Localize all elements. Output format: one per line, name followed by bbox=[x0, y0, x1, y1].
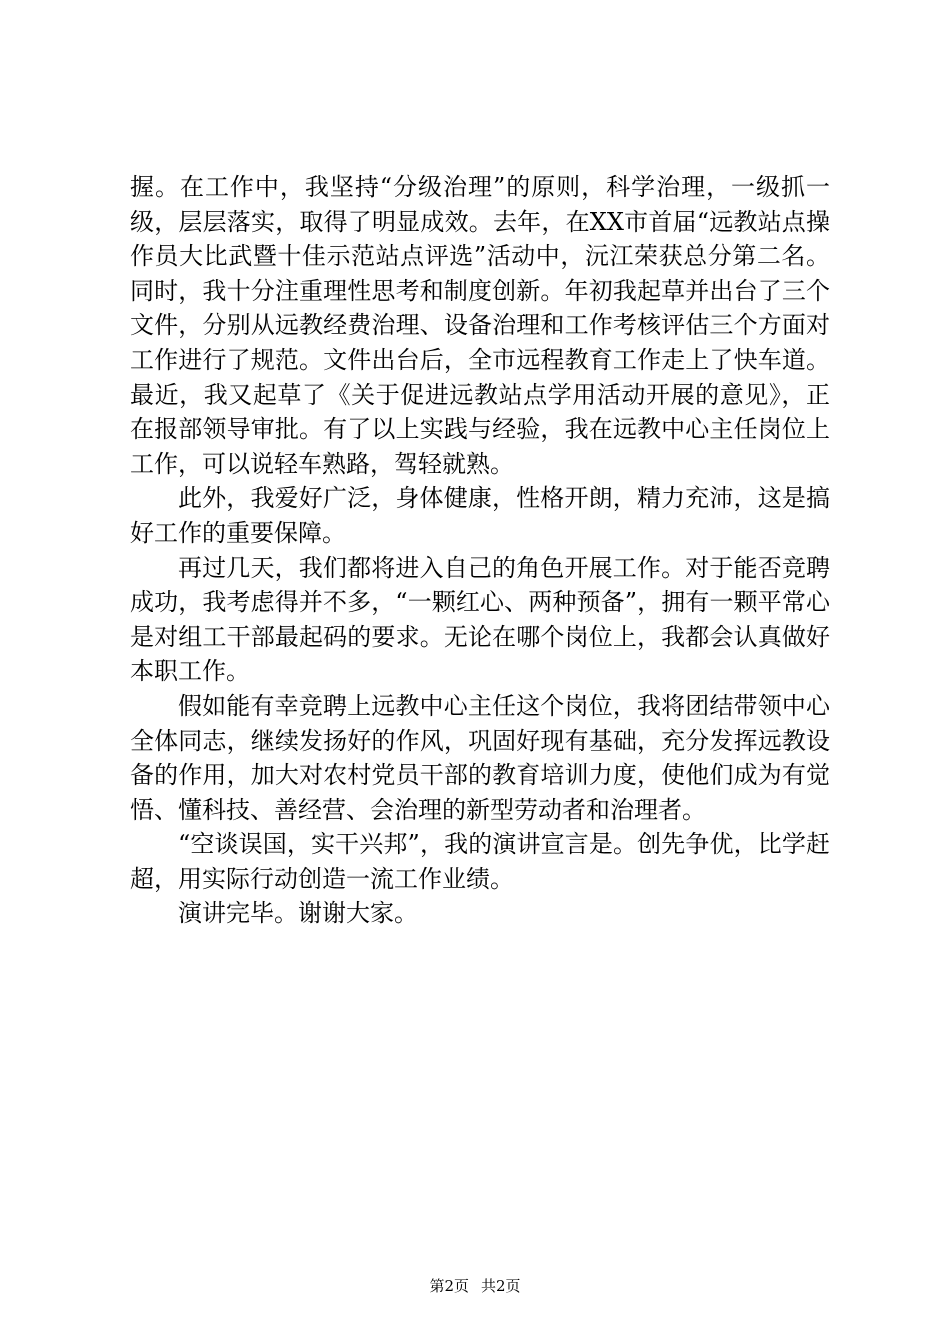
paragraph-4: 假如能有幸竞聘上远教中心主任这个岗位，我将团结带领中心全体同志，继续发扬好的作风，巩固好现有基础，充分发挥远教设备的作用，加大对农村党员干部的教育培训力度，使他们成为有觉悟、懂科技、善经营、会治理的新型劳动者和治理者。 bbox=[130, 691, 830, 824]
paragraph-5: “空谈误国，实干兴邦”，我的演讲宣言是。创先争优，比学赶超，用实际行动创造一流工作业绩。 bbox=[130, 830, 830, 893]
page-footer bbox=[0, 1276, 950, 1296]
document-body bbox=[130, 170, 830, 931]
paragraph-3: 再过几天，我们都将进入自己的角色开展工作。对于能否竞聘成功，我考虑得并不多，“一颗红心、两种预备”，拥有一颗平常心是对组工干部最起码的要求。无论在哪个岗位上，我都会认真做好本职工作。 bbox=[130, 553, 830, 686]
page-total: 共2页 bbox=[481, 1277, 521, 1295]
paragraph-1: 握。在工作中，我坚持“分级治理”的原则，科学治理，一级抓一级，层层落实，取得了明显成效。去年，在XX市首届“远教站点操作员大比武暨十佳示范站点评选”活动中，沅江荣获总分第二名。同时，我十分注重理性思考和制度创新。年初我起草并出台了三个文件，分别从远教经费治理、设备治理和工作考核评估三个方面对工作进行了规范。文件出台后，全市远程教育工作走上了快车道。最近，我又起草了《关于促进远教站点学用活动开展的意见》，正在报部领导审批。有了以上实践与经验，我在远教中心主任岗位上工作，可以说轻车熟路，驾轻就熟。 bbox=[130, 173, 830, 478]
paragraph-2: 此外，我爱好广泛，身体健康，性格开朗，精力充沛，这是搞好工作的重要保障。 bbox=[130, 484, 830, 547]
paragraph-6: 演讲完毕。谢谢大家。 bbox=[178, 899, 418, 928]
page-number: 第2页 bbox=[429, 1277, 469, 1295]
